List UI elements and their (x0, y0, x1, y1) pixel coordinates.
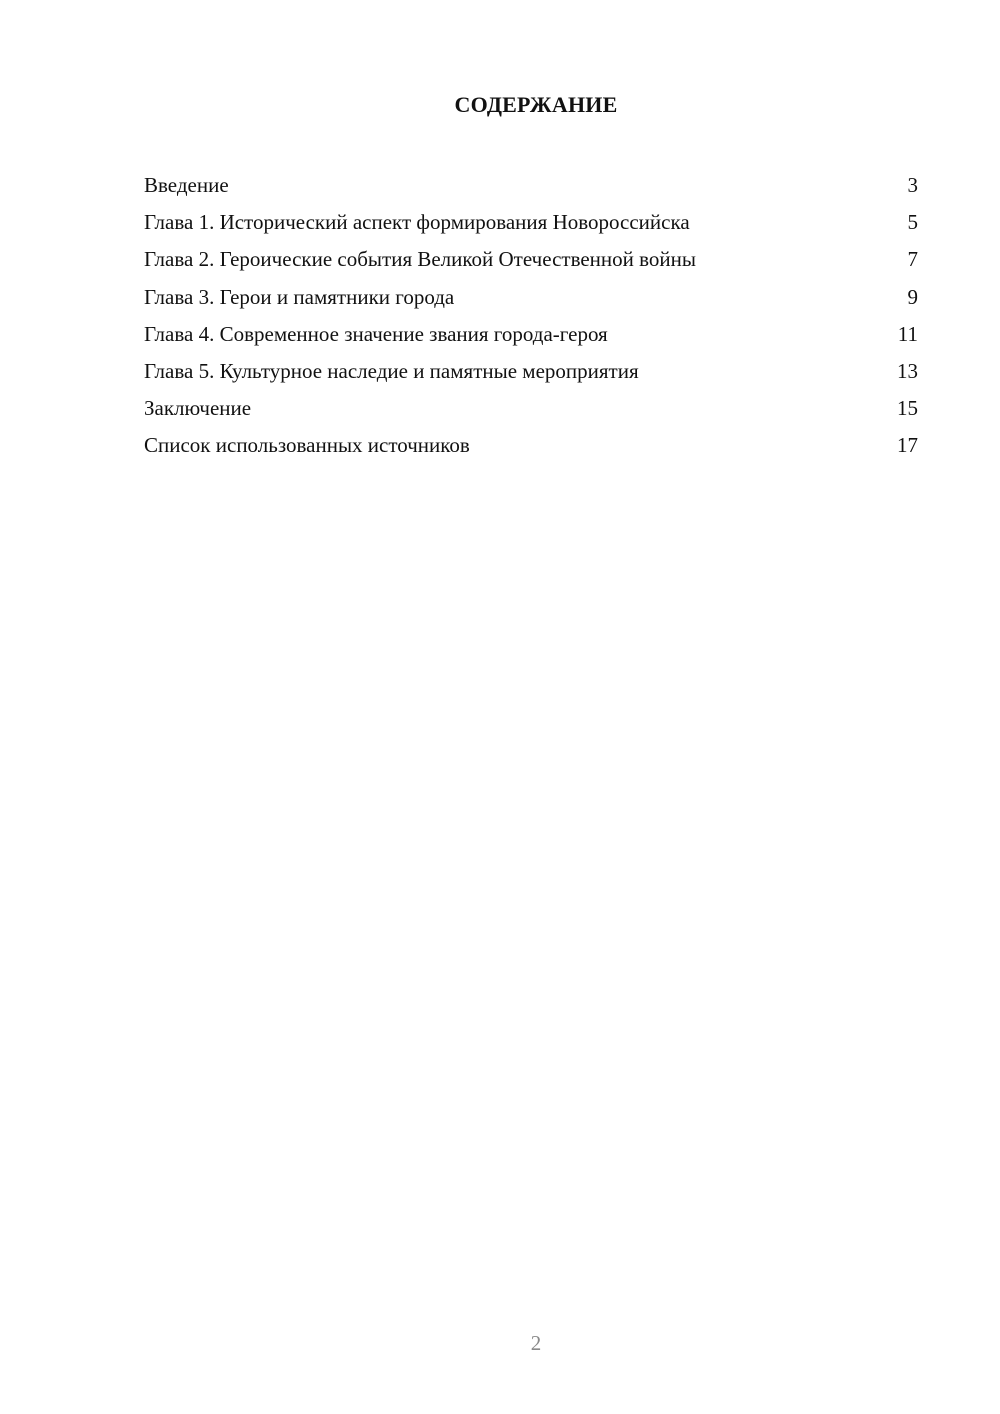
toc-item-introduction[interactable] (144, 167, 918, 204)
toc-item-page: 11 (897, 321, 918, 346)
toc-item-title: Введение (144, 173, 229, 197)
toc-item-conclusion[interactable] (144, 390, 918, 427)
toc-item-title: Глава 5. Культурное наследие и памятные мероприятия (144, 358, 639, 383)
toc-item-page: 7 (907, 247, 918, 272)
toc-item-page: 5 (907, 210, 918, 235)
page-title: СОДЕРЖАНИЕ (454, 92, 618, 117)
toc-item-title: Глава 3. Герои и памятники города (144, 284, 455, 309)
toc-item-title: Глава 1. Исторический аспект формирования Новороссийска (144, 210, 690, 235)
table-of-contents (144, 167, 918, 465)
toc-item-page: 3 (907, 173, 918, 197)
toc-item-title: Список использованных источников (144, 433, 470, 458)
toc-item-page: 15 (897, 396, 918, 421)
page-number: 2 (530, 1331, 542, 1355)
toc-item-title: Глава 2. Героические события Великой Отечественной войны (144, 247, 696, 272)
toc-item-title: Заключение (144, 396, 252, 421)
toc-item-title: Глава 4. Современное значение звания города-героя (144, 321, 608, 346)
toc-item-chapter-2[interactable] (144, 241, 918, 278)
toc-item-page: 13 (897, 358, 918, 383)
toc-item-page: 17 (897, 433, 918, 458)
toc-item-chapter-4[interactable] (144, 316, 918, 353)
toc-item-chapter-1[interactable] (144, 204, 918, 241)
toc-item-references[interactable] (144, 427, 918, 464)
toc-item-chapter-3[interactable] (144, 279, 918, 316)
toc-item-page: 9 (907, 284, 918, 309)
toc-item-chapter-5[interactable] (144, 353, 918, 390)
